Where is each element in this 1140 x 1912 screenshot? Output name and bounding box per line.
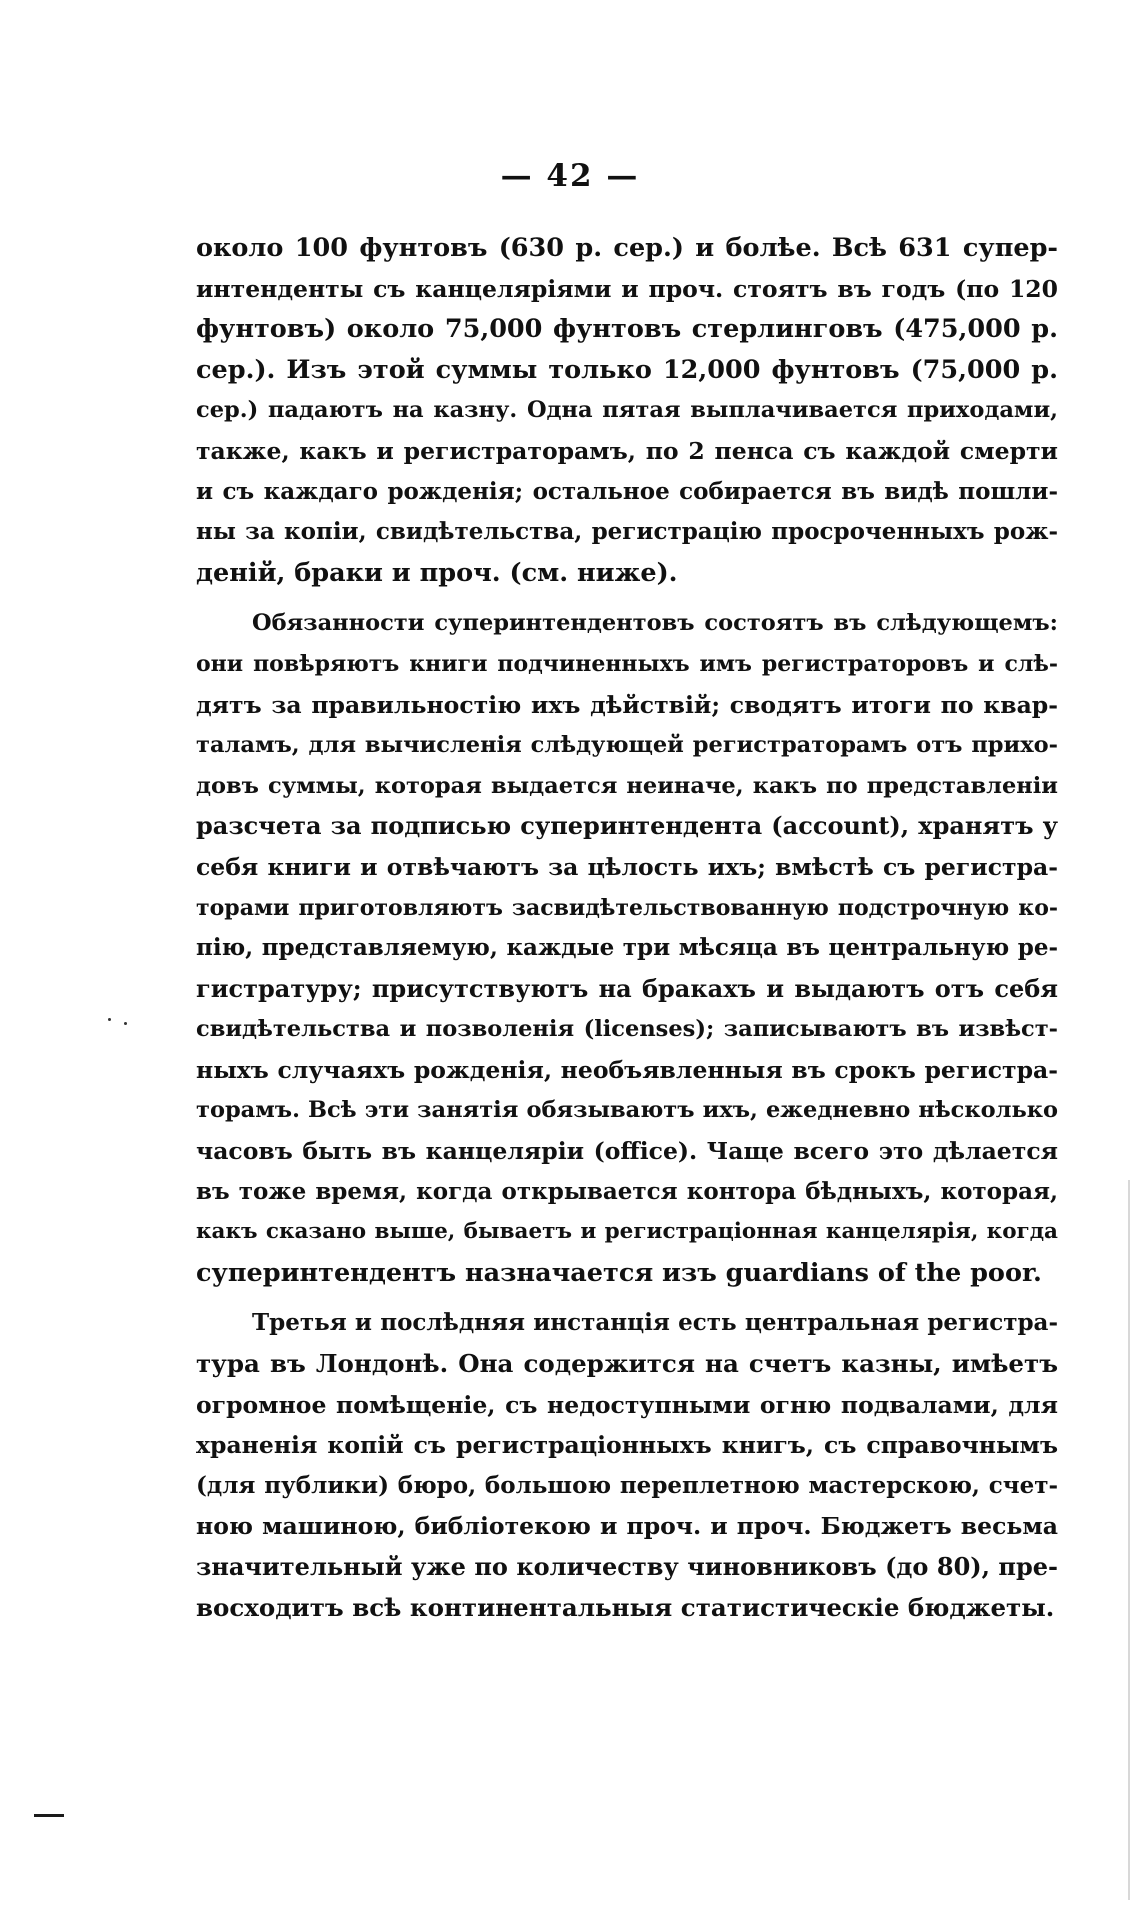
text-line: разсчета за подписью суперинтендента (account), хранятъ у: [196, 811, 1058, 841]
paragraph-2: [196, 603, 1058, 1293]
text-line: сер.). Изъ этой суммы только 12,000 фунтовъ (75,000 р.: [196, 354, 1058, 385]
text-line: довъ суммы, которая выдается неиначе, какъ по представленіи: [196, 772, 1058, 799]
text-line: (для публики) бюро, большою переплетною мастерскою, счет-: [196, 1471, 1058, 1499]
text-line: они повѣряютъ книги подчиненныхъ имъ регистраторовъ и слѣ-: [196, 650, 1058, 677]
paragraph-spacer: [196, 1293, 1058, 1303]
text-line: Обязанности суперинтендентовъ состоятъ въ слѣдующемъ:: [252, 610, 1058, 637]
text-line: какъ сказано выше, бываетъ и регистраціонная канцелярія, когда: [196, 1219, 1058, 1245]
paragraph-spacer: [196, 593, 1058, 603]
text-line: сер.) падаютъ на казну. Одна пятая выплачивается приходами,: [196, 397, 1058, 424]
text-line: свидѣтельства и позволенія (licenses); записываютъ въ извѣст-: [196, 1016, 1058, 1043]
text-line: гистратуру; присутствуютъ на бракахъ и выдаютъ отъ себя: [196, 973, 1058, 1003]
text-line: часовъ быть въ канцеляріи (office). Чаще всего это дѣлается: [196, 1137, 1058, 1166]
text-line: около 100 фунтовъ (630 р. сер.) и болѣе. Всѣ 631 супер-: [196, 233, 1058, 263]
paragraph-1: [196, 228, 1058, 593]
text-line: интенденты съ канцеляріями и проч. стоятъ въ годъ (по 120: [196, 274, 1058, 303]
page-edge-shadow: [1128, 1180, 1130, 1900]
text-line: деній, браки и проч. (см. ниже).: [196, 557, 678, 588]
text-line: торами приготовляютъ засвидѣтельствованную подстрочную ко-: [196, 894, 1058, 921]
text-line: также, какъ и регистраторамъ, по 2 пенса съ каждой смерти: [196, 436, 1058, 465]
text-line: ною машиною, библіотекою и проч. и проч. Бюджетъ весьма: [196, 1512, 1058, 1541]
text-line: восходитъ всѣ континентальныя статистическіе бюджеты.: [196, 1592, 1055, 1622]
text-line: и съ каждаго рожденія; остальное собирается въ видѣ пошли-: [196, 477, 1058, 505]
text-line: ны за копіи, свидѣтельства, регистрацію просроченныхъ рож-: [196, 518, 1058, 546]
text-line: огромное помѣщеніе, съ недоступными огню подвалами, для: [196, 1390, 1058, 1419]
text-line: храненія копій съ регистраціонныхъ книгъ, съ справочнымъ: [196, 1431, 1058, 1460]
text-line: тура въ Лондонѣ. Она содержится на счетъ казны, имѣетъ: [196, 1349, 1058, 1379]
text-line: суперинтендентъ назначается изъ guardians of the poor.: [196, 1257, 1042, 1288]
text-line: ныхъ случаяхъ рожденія, необъявленныя въ срокъ регистра-: [196, 1055, 1058, 1084]
scan-speck: [124, 1022, 127, 1025]
text-line: фунтовъ) около 75,000 фунтовъ стерлинговъ (475,000 р.: [196, 314, 1058, 345]
text-line: таламъ, для вычисленія слѣдующей регистраторамъ отъ прихо-: [196, 732, 1058, 759]
paragraph-3: [196, 1303, 1058, 1628]
scan-speck: [108, 1018, 111, 1021]
text-line: торамъ. Всѣ эти занятія обязываютъ ихъ, ежедневно нѣсколько: [196, 1097, 1058, 1124]
text-line: Третья и послѣдняя инстанція есть центральная регистра-: [252, 1309, 1058, 1337]
margin-mark: [34, 1814, 64, 1817]
text-line: дятъ за правильностію ихъ дѣйствій; сводятъ итоги по квар-: [196, 690, 1058, 719]
text-line: пію, представляемую, каждые три мѣсяца въ центральную ре-: [196, 934, 1058, 962]
body-text: [196, 228, 1058, 1628]
text-line: себя книги и отвѣчаютъ за цѣлость ихъ; вмѣстѣ съ регистра-: [196, 852, 1058, 881]
text-line: значительный уже по количеству чиновниковъ (до 80), пре-: [196, 1552, 1058, 1581]
page-number: — 42 —: [500, 158, 640, 194]
text-line: въ тоже время, когда открывается контора бѣдныхъ, которая,: [196, 1177, 1058, 1205]
